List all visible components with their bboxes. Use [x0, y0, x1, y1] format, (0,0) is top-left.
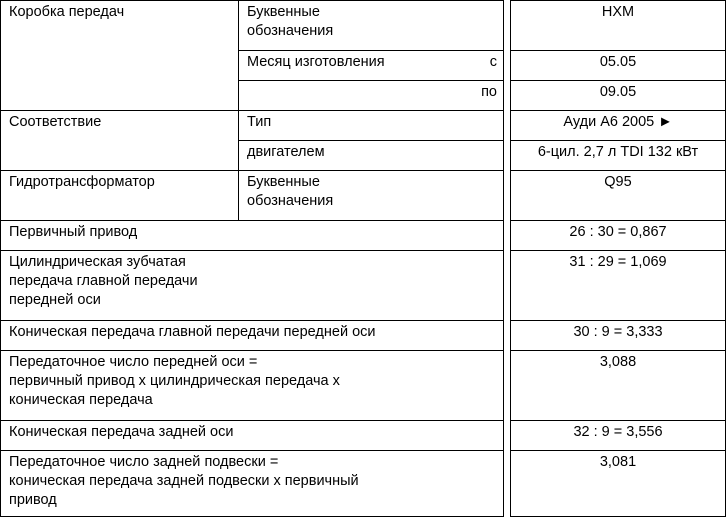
gearbox-label: Коробка передач	[1, 1, 239, 111]
ratio-front-label: Передаточное число передней оси = первичный привод х цилиндрическая передача х коническая передача	[1, 351, 504, 421]
ratio-rear-label: Передаточное число задней подвески = коническая передача задней подвески х первичный привод	[1, 451, 504, 517]
table-row	[1, 451, 726, 517]
converter-code-label: Буквенные обозначения	[239, 171, 504, 221]
primary-value: 26 : 30 = 0,867	[511, 221, 726, 251]
gearbox-code-value: HXM	[511, 1, 726, 51]
gearbox-code-label: Буквенные обозначения	[239, 1, 504, 51]
table-row	[1, 111, 726, 141]
bevel-rear-value: 32 : 9 = 3,556	[511, 421, 726, 451]
ratio-rear-value: 3,081	[511, 451, 726, 517]
engine-label: двигателем	[239, 141, 504, 171]
match-label: Соответствие	[1, 111, 239, 171]
column-gap	[504, 1, 511, 517]
bevel-rear-label: Коническая передача задней оси	[1, 421, 504, 451]
converter-label: Гидротрансформатор	[1, 171, 239, 221]
table-row	[1, 251, 726, 321]
table-row	[1, 221, 726, 251]
table-row	[1, 421, 726, 451]
table-row	[1, 171, 726, 221]
type-label: Тип	[239, 111, 504, 141]
bevel-front-label: Коническая передача главной передачи передней оси	[1, 321, 504, 351]
manufacture-to-value: 09.05	[511, 81, 726, 111]
primary-label: Первичный привод	[1, 221, 504, 251]
bevel-front-value: 30 : 9 = 3,333	[511, 321, 726, 351]
to-mark: по	[430, 81, 504, 111]
type-value: Ауди А6 2005 ►	[511, 111, 726, 141]
engine-value: 6-цил. 2,7 л TDI 132 кВт	[511, 141, 726, 171]
manufacture-from-value: 05.05	[511, 51, 726, 81]
manufacture-to-spacer	[239, 81, 430, 111]
table-row	[1, 1, 726, 51]
ratio-front-value: 3,088	[511, 351, 726, 421]
table-row	[1, 351, 726, 421]
spur-value: 31 : 29 = 1,069	[511, 251, 726, 321]
converter-code-value: Q95	[511, 171, 726, 221]
from-mark: с	[430, 51, 504, 81]
spur-label: Цилиндрическая зубчатая передача главной передачи передней оси	[1, 251, 504, 321]
manufacture-month-label: Месяц изготовления	[239, 51, 430, 81]
table-row	[1, 321, 726, 351]
